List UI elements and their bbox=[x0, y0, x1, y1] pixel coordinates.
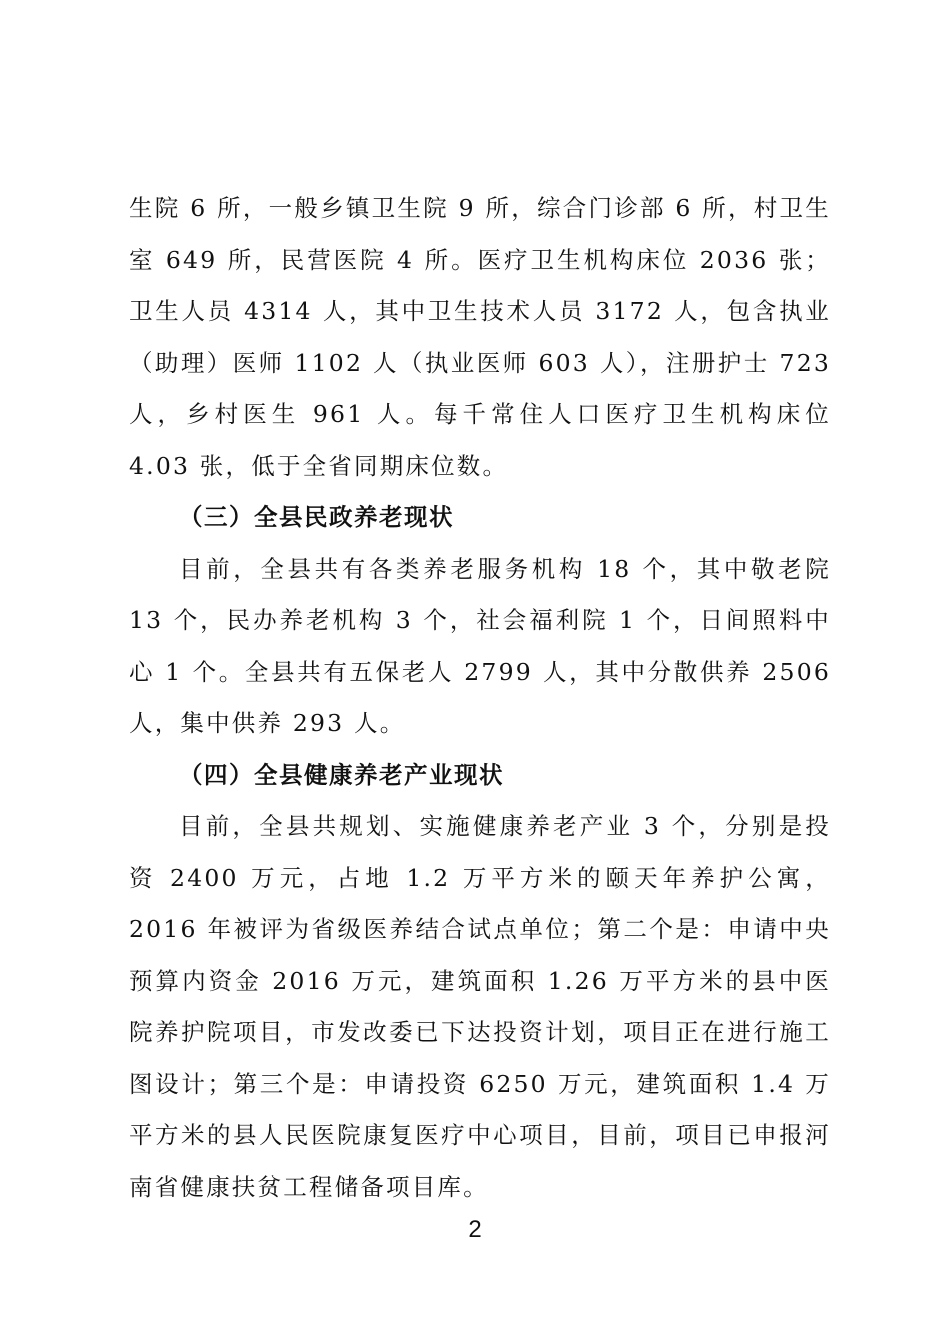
paragraph-elderly-care-institutions: 目前，全县共有各类养老服务机构 18 个，其中敬老院 13 个，民办养老机构 3 个，社会福利院 1 个，日间照料中心 1 个。全县共有五保老人 2799 人，其中分散供养 2506 人，集中供养 293 人。 bbox=[129, 554, 831, 737]
section-heading-health-elderly-care-industry: （四）全县健康养老产业现状 bbox=[179, 760, 504, 789]
section-heading-civil-affairs-elderly-care: （三）全县民政养老现状 bbox=[179, 503, 454, 531]
page-number: 2 bbox=[468, 1216, 482, 1243]
paragraph-elderly-care-projects: 目前，全县共规划、实施健康养老产业 3 个，分别是投资 2400 万元，占地 1.2 万平方米的颐天年养护公寓，2016 年被评为省级医养结合试点单位；第二个是：申请中央预算内资金 2016 万元，建筑面积 1.26 万平方米的县中医院养护院项目，市发改委已下达投资计划，项目正在进行施工图设计；第三个是：申请投资 6250 万元，建筑面积 1.4 万平方米的县人民医院康复医疗中心项目，目前，项目已申报河南省健康扶贫工程储备项目库。 bbox=[129, 812, 831, 1201]
document-body bbox=[129, 183, 831, 1213]
paragraph-health-facilities: 生院 6 所，一般乡镇卫生院 9 所，综合门诊部 6 所，村卫生室 649 所，民营医院 4 所。医疗卫生机构床位 2036 张；卫生人员 4314 人，其中卫生技术人员 3172 人，包含执业（助理）医师 1102 人（执业医师 603 人），注册护士 723 人，乡村医生 961 人。每千常住人口医疗卫生机构床位 4.03 张，低于全省同期床位数。 bbox=[129, 194, 831, 480]
